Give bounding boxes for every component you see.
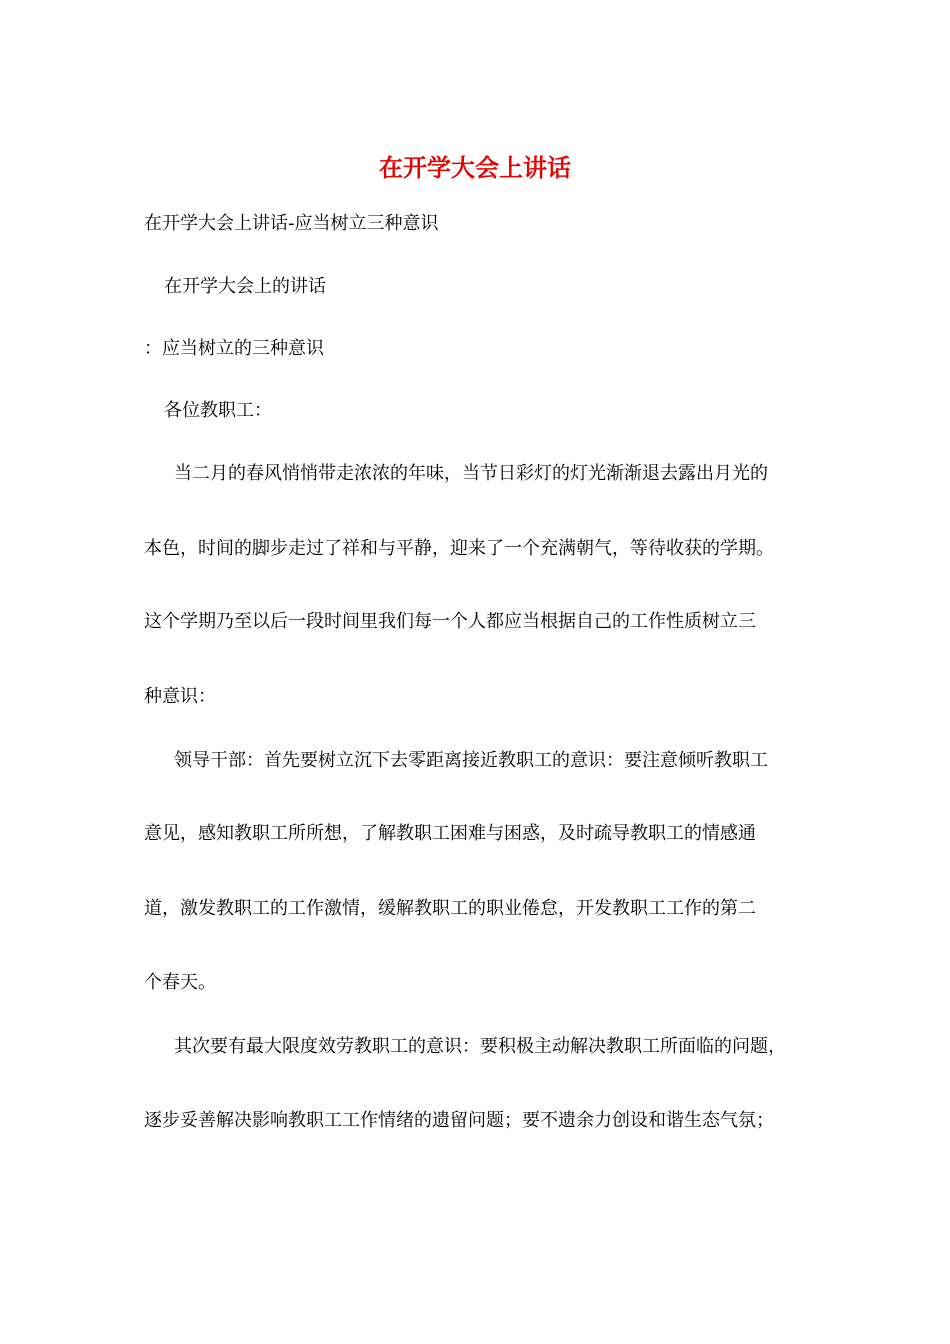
subtitle-line: 在开学大会上讲话-应当树立三种意识 <box>144 213 439 234</box>
heading-line: ：应当树立的三种意识 <box>144 338 324 359</box>
paragraph-line: 道，激发教职工的工作激情，缓解教职工的职业倦怠，开发教职工工作的第二 <box>144 898 756 919</box>
paragraph-line: 逐步妥善解决影响教职工工作情绪的遗留问题；要不遗余力创设和谐生态气氛； <box>144 1110 774 1131</box>
paragraph-line: 其次要有最大限度效劳教职工的意识：要积极主动解决教职工所面临的问题， <box>174 1036 786 1057</box>
salutation-line: 各位教职工： <box>164 400 272 421</box>
paragraph-line: 本色，时间的脚步走过了祥和与平静，迎来了一个充满朝气，等待收获的学期。 <box>144 538 774 559</box>
document-title: 在开学大会上讲话 <box>379 153 571 182</box>
paragraph-line: 当二月的春风悄悄带走浓浓的年味，当节日彩灯的灯光渐渐退去露出月光的 <box>174 463 768 484</box>
heading-line: 在开学大会上的讲话 <box>164 276 326 297</box>
paragraph-line: 意见，感知教职工所所想，了解教职工困难与困惑，及时疏导教职工的情感通 <box>144 823 756 844</box>
paragraph-line: 领导干部：首先要树立沉下去零距离接近教职工的意识：要注意倾听教职工 <box>174 750 768 771</box>
paragraph-line: 个春天。 <box>144 972 216 993</box>
paragraph-line: 种意识： <box>144 686 216 707</box>
paragraph-line: 这个学期乃至以后一段时间里我们每一个人都应当根据自己的工作性质树立三 <box>144 611 756 632</box>
